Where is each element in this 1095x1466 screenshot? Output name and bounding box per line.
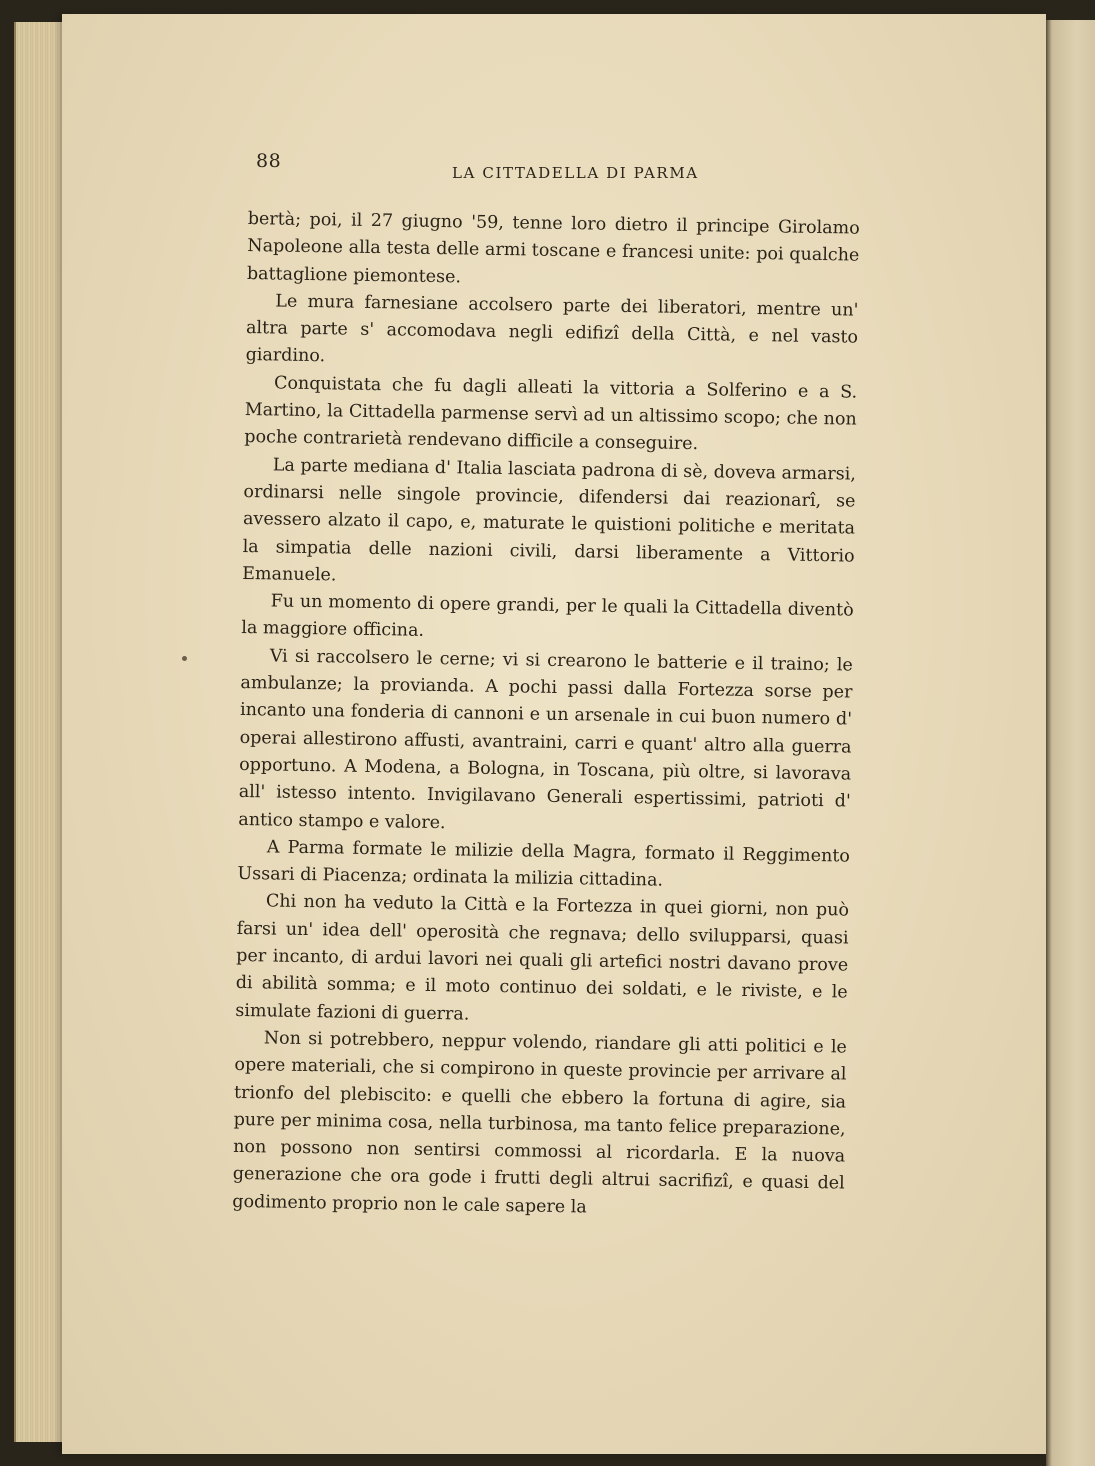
- page-number: 88: [256, 150, 282, 172]
- paragraph: Chi non ha veduto la Città e la Fortezza in quei giorni, non può farsi un' idea dell' operosità che regnava; dello svilupparsi, quasi per incanto, di ardui lavori nei quali gli artefici nostri davano prove di abilità somma; e il moto continuo dei soldati, e le riviste, e le simulate fazioni di guerra.: [235, 891, 850, 1025]
- paragraph: La parte mediana d' Italia lasciata padrona di sè, doveva armarsi, ordinarsi nelle singole provincie, difendersi dai reazionarî, se avessero alzato il capo, e, maturate le quistioni politiche e meritata la simpatia delle nazioni civili, darsi liberamente a Vittorio Emanuele.: [242, 455, 857, 586]
- paragraph: Conquistata che fu dagli alleati la vittoria a Solferino e a S. Martino, la Cittadella parmense servì ad un altissimo scopo; che non poche contrarietà rendevano difficile a conseguire.: [244, 373, 858, 455]
- paragraph: Fu un momento di opere grandi, per le quali la Cittadella diventò la maggiore officina.: [241, 591, 854, 642]
- ink-speck: [182, 656, 187, 661]
- paragraph: A Parma formate le milizie della Magra, formato il Reggimento Ussari di Piacenza; ordinata la milizia cittadina.: [237, 837, 851, 891]
- paragraph: Non si potrebbero, neppur volendo, riandare gli atti politici e le opere materiali, che si compirono in queste provincie per arrivare al trionfo del plebiscito: e quelli che ebbero la fortuna di agire, sia pure per minima cosa, nella turbinosa, ma tanto felice preparazione, non possono non sentirsi commossi al ricordarla. E la nuova generazione che ora gode i frutti degli altrui sacrifizî, e quasi del godimento proprio non le cale sapere la: [232, 1028, 848, 1218]
- paragraph: bertà; poi, il 27 giugno '59, tenne loro dietro il principe Girolamo Napoleone alla testa delle armi toscane e francesi unite: poi qualche battaglione piemontese.: [246, 208, 860, 287]
- paragraph: Vi si raccolsero le cerne; vi si crearono le batterie e il traino; le ambulanze; la provianda. A pochi passi dalla Fortezza sorse per incanto una fonderia di cannoni e un arsenale in cui buon numero d' operai allestirono affusti, avantraini, carri e quant' altro alla guerra opportuno. A Modena, a Bologna, in Toscana, più oltre, si lavorava all' istesso intento. Invigilavano Generali espertissimi, patrioti d' antico stampo e valore.: [238, 646, 854, 833]
- page-body: [232, 206, 860, 1225]
- facing-page-edge: [1046, 20, 1095, 1466]
- paragraph: Le mura farnesiane accolsero parte dei liberatori, mentre un' altra parte s' accomodava negli edifizî della Città, e nel vasto giardino.: [245, 291, 859, 367]
- running-head: LA CITTADELLA DI PARMA: [452, 164, 699, 182]
